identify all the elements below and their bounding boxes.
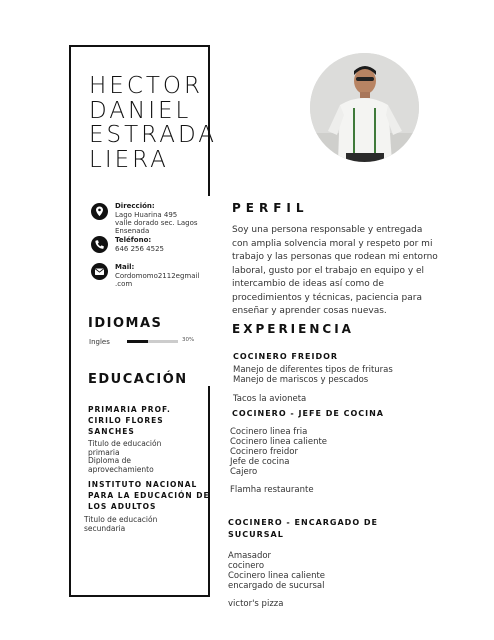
job-title-1: COCINERO FREIDOR [233,352,339,361]
detail-line: Titulo de educación [88,439,162,448]
job-title-2: COCINERO - JEFE DE COCINA [232,409,384,418]
phone-number: 646 256 4525 [115,245,164,253]
job-task: Cocinero linea caliente [228,571,326,581]
profile-line: enseñar y aprender cosas nuevas. [232,306,387,316]
detail-line: aprovechamiento [88,464,154,474]
language-level-bar [127,340,178,343]
school-line: INSTITUTO NACIONAL [88,480,198,489]
phone-label: Teléfono: [115,236,152,244]
address-text [115,211,198,235]
job-place-3: victor's pizza [228,599,284,609]
full-name [89,74,217,172]
school-line: SANCHES [88,427,135,436]
profile-line: trabajo y las personas que rodean mi entorno [232,252,438,262]
profile-line: Soy una persona responsable y entregada [232,225,423,235]
language-level-fill [127,340,148,343]
detail-line: primaria [88,447,120,457]
profile-line: intercambio de ideas así como de [232,279,384,289]
address-line: Ensenada [115,227,150,235]
job-task: Manejo de mariscos y pescados [233,375,369,385]
experience-title: EXPERIENCIA [232,322,354,336]
name-line-2: DANIEL [89,97,192,124]
job-task: Amasador [228,551,272,561]
education-school-2 [88,479,210,512]
location-pin-icon [91,203,108,220]
education-title: EDUCACIÓN [88,372,188,387]
detail-line: Titulo de educación [84,515,158,524]
job-tasks-3 [228,551,325,591]
job-task: encargado de sucursal [228,581,325,591]
address-line: valle dorado sec. Lagos [115,219,198,227]
mail-address [115,272,199,288]
profile-text [232,224,462,319]
language-name: Ingles [89,338,110,346]
job-task: Cocinero freidor [230,447,298,457]
job-task: Jefe de cocina [230,457,290,467]
profile-title: PERFIL [232,201,309,215]
job-task: Cajero [230,467,258,477]
language-percent: 30% [182,337,195,343]
address-label: Dirección: [115,202,155,210]
languages-title: IDIOMAS [88,316,163,331]
school-line: PARA LA EDUCACIÓN DE [88,491,210,500]
mail-icon [91,263,108,280]
job-title-line: COCINERO - ENCARGADO DE [228,518,379,527]
job-tasks-2 [230,427,327,477]
job-title-line: SUCURSAL [228,530,284,539]
job-task: Cocinero linea fria [230,427,308,437]
name-line-1: HECTOR [89,73,204,99]
mail-line: Cordomomo2112egmail [115,272,200,280]
phone-icon [91,236,108,253]
profile-photo [310,53,419,162]
job-task: Cocinero linea caliente [230,437,328,447]
name-line-4: LIERA [89,146,169,173]
job-title-3 [228,517,378,541]
job-place-1: Tacos la avioneta [233,394,307,404]
job-place-2: Flamha restaurante [230,485,314,495]
school-line: CIRILO FLORES [88,416,164,425]
job-task: Manejo de diferentes tipos de frituras [233,365,393,375]
profile-line: procedimientos y técnicas, paciencia para [232,292,422,303]
profile-line: laboral, gusto por el trabajo en equipo y el [232,265,425,276]
detail-line: secundaria [84,523,126,533]
job-tasks-1 [233,365,393,385]
name-line-3: ESTRADA [89,122,218,148]
mail-line: .com [115,280,133,288]
address-line: Lago Huarina 495 [115,211,178,219]
profile-line: con amplia solvencia moral y respeto por mi [232,238,433,249]
education-details-1 [88,440,161,474]
education-school-1 [88,404,171,437]
mail-label: Mail: [115,263,135,271]
school-line: PRIMARIA PROF. [88,405,171,414]
school-line: LOS ADULTOS [88,502,157,511]
education-details-2 [84,516,157,533]
detail-line: Diploma de [88,456,131,465]
job-task: cocinero [228,561,265,571]
